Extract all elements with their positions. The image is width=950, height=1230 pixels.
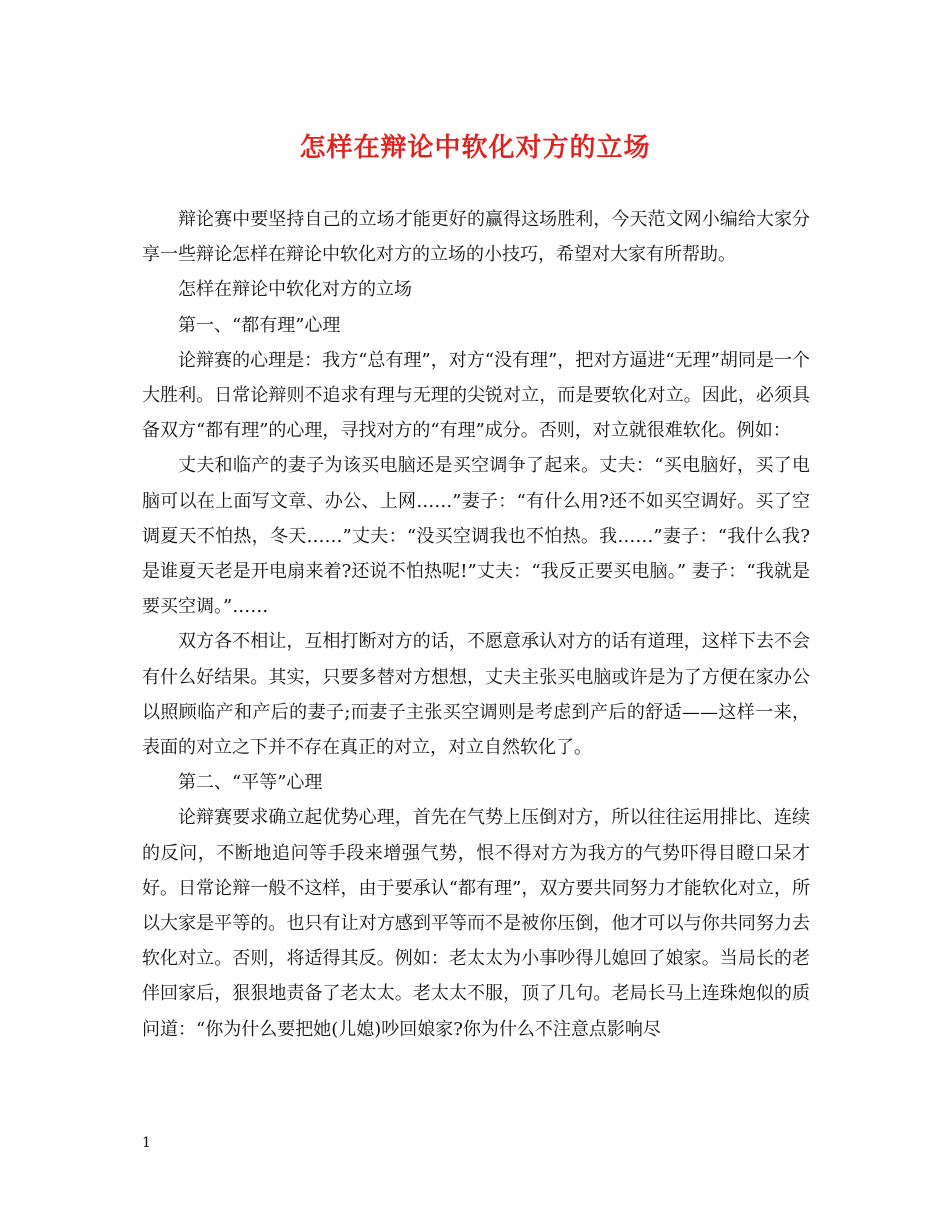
- paragraph: 辩论赛中要坚持自己的立场才能更好的赢得这场胜利，今天范文网小编给大家分享一些辩论怎样在辩论中软化对方的立场的小技巧，希望对大家有所帮助。: [142, 209, 810, 266]
- paragraph: 丈夫和临产的妻子为该买电脑还是买空调争了起来。丈夫：“买电脑好，买了电脑可以在上面写文章、办公、上网……”妻子：“有什么用?还不如买空调好。买了空调夏天不怕热，冬天……”丈夫：“没买空调我也不怕热。我……”妻子：“我什么我?是谁夏天老是开电扇来着?还说不怕热呢!”丈夫：“我反正要买电脑。” 妻子：“我就是要买空调。”……: [142, 455, 810, 618]
- page-number: 1: [142, 1135, 151, 1151]
- section-heading: 第二、“平等”心理: [178, 772, 323, 794]
- section-heading: 怎样在辩论中软化对方的立场: [178, 279, 412, 301]
- section-heading: 第一、“都有理”心理: [178, 314, 341, 336]
- document-title: 怎样在辩论中软化对方的立场: [299, 133, 651, 163]
- paragraph: 论辩赛要求确立起优势心理，首先在气势上压倒对方，所以往往运用排比、连续的反问，不断地追问等手段来增强气势，恨不得对方为我方的气势吓得目瞪口呆才好。日常论辩一般不这样，由于要承认“都有理”，双方要共同努力才能软化对立，所以大家是平等的。也只有让对方感到平等而不是被你压倒，他才可以与你共同努力去软化对立。否则，将适得其反。例如：老太太为小事吵得儿媳回了娘家。当局长的老伴回家后，狠狠地责备了老太太。老太太不服，顶了几句。老局长马上连珠炮似的质问道：“你为什么要把她(儿媳)吵回娘家?你为什么不注意点影响尽: [142, 807, 810, 1040]
- paragraph: 论辩赛的心理是：我方“总有理”，对方“没有理”，把对方逼进“无理”胡同是一个大胜利。日常论辩则不追求有理与无理的尖锐对立，而是要软化对立。因此，必须具备双方“都有理”的心理，寻找对方的“有理”成分。否则，对立就很难软化。例如：: [142, 349, 810, 442]
- paragraph: 双方各不相让，互相打断对方的话，不愿意承认对方的话有道理，这样下去不会有什么好结果。其实，只要多替对方想想，丈夫主张买电脑或许是为了方便在家办公以照顾临产和产后的妻子;而妻子主张买空调则是考虑到产后的舒适——这样一来，表面的对立之下并不存在真正的对立，对立自然软化了。: [142, 631, 810, 759]
- document-body: [142, 202, 810, 1047]
